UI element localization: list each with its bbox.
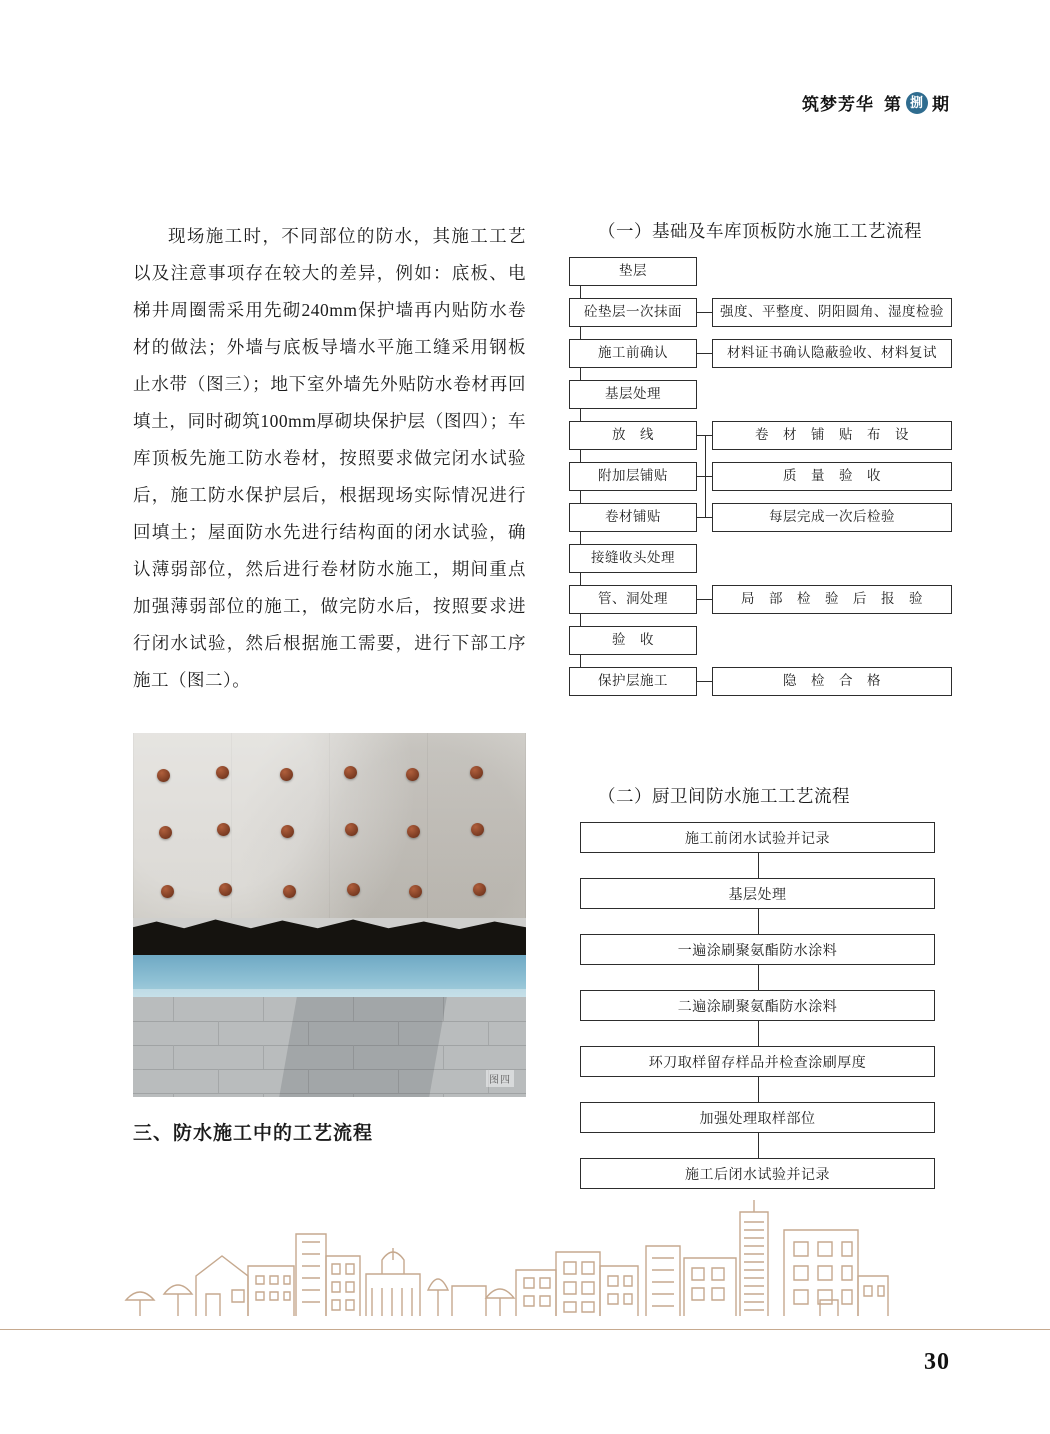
section-title: 三、防水施工中的工艺流程 (133, 1123, 374, 1144)
flow1-branch (697, 599, 712, 600)
photo-bolt (217, 823, 230, 836)
flow1-connector (580, 286, 581, 298)
flow1-side-node: 材料证书确认隐蔽验收、材料复试 (712, 339, 952, 368)
page-header (802, 90, 950, 115)
photo-caption: 图四 (486, 1070, 514, 1087)
flow1-connector (580, 532, 581, 544)
flow2-heading: （二）厨卫间防水施工工艺流程 (598, 786, 850, 806)
flow1-branch-spine (705, 435, 706, 517)
flow2-node: 基层处理 (580, 878, 935, 909)
photo-shadow (279, 997, 447, 1097)
flow1-node: 施工前确认 (569, 339, 697, 368)
photo-bolt (219, 883, 232, 896)
photo-bolt (281, 825, 294, 838)
flow1-branch (697, 353, 712, 354)
flow1-side-node: 卷 材 铺 贴 布 设 (712, 421, 952, 450)
magazine-title: 筑梦芳华 (802, 95, 874, 114)
flow1-node: 砼垫层一次抹面 (569, 298, 697, 327)
article-paragraph: 现场施工时，不同部位的防水，其施工工艺以及注意事项存在较大的差异，例如：底板、电梯井周圈需采用先砌240mm保护墙再内贴防水卷材的做法；外墙与底板导墙水平施工缝采用钢板止水带（图三）；地下室外墙先外贴防水卷材再回填土，同时砌筑100mm厚砌块保护层（图四）；车库顶板先施工防水卷材，按照要求做完闭水试验后，施工防水保护层后，根据现场实际情况进行回填土；屋面防水先进行结构面的闭水试验，确认薄弱部位，然后进行卷材防水施工，期间重点加强薄弱部位的施工，做完防水后，按照要求进行闭水试验，然后根据施工需要，进行下部工序施工（图二）。 (133, 226, 526, 690)
photo-bolt (280, 768, 293, 781)
flow2-node: 加强处理取样部位 (580, 1102, 935, 1133)
page-number: 30 (924, 1349, 950, 1375)
flow1-connector (580, 573, 581, 585)
photo-bolt (157, 769, 170, 782)
flow1-heading: （一）基础及车库顶板防水施工工艺流程 (598, 221, 922, 241)
flowchart-foundation (560, 257, 955, 727)
photo-bolt (283, 885, 296, 898)
photo-bolt (216, 766, 229, 779)
flow1-side-node: 隐 检 合 格 (712, 667, 952, 696)
footer-divider (0, 1329, 1050, 1330)
flow2-node: 二遍涂刷聚氨酯防水涂料 (580, 990, 935, 1021)
skyline-illustration (0, 1166, 1050, 1326)
flow2-node: 施工前闭水试验并记录 (580, 822, 935, 853)
photo-bolt (347, 883, 360, 896)
flow1-side-node: 质 量 验 收 (712, 462, 952, 491)
left-column (133, 218, 526, 699)
flow1-side-node: 强度、平整度、阴阳圆角、湿度检验 (712, 298, 952, 327)
flowchart-bathroom (560, 822, 955, 1189)
flow1-connector (580, 655, 581, 667)
flow2-node: 施工后闭水试验并记录 (580, 1158, 935, 1189)
photo-bolt (159, 826, 172, 839)
issue-suffix: 期 (932, 95, 950, 114)
photo-bolt (161, 885, 174, 898)
flow1-node: 验 收 (569, 626, 697, 655)
flow1-branch (697, 681, 712, 682)
flow1-connector (580, 450, 581, 462)
photo-bolt (409, 885, 422, 898)
flow1-connector (580, 491, 581, 503)
flow1-branch (697, 312, 712, 313)
photo-bolt-group (133, 733, 526, 918)
flow1-node: 附加层铺贴 (569, 462, 697, 491)
flow1-node: 放 线 (569, 421, 697, 450)
figure-photo (133, 733, 526, 1097)
flow1-connector (580, 327, 581, 339)
flow1-side-node: 每层完成一次后检验 (712, 503, 952, 532)
photo-bolt (407, 825, 420, 838)
flow1-branch (697, 517, 712, 518)
flow1-node: 保护层施工 (569, 667, 697, 696)
flow1-connector (580, 409, 581, 421)
issue-number-badge: 捌 (906, 92, 928, 114)
photo-bolt (471, 823, 484, 836)
flow2-node: 环刀取样留存样品并检查涂刷厚度 (580, 1046, 935, 1077)
photo-bolt (470, 766, 483, 779)
photo-bolt (344, 766, 357, 779)
photo-blue-band (133, 955, 526, 997)
photo-bolt (406, 768, 419, 781)
photo-bolt (473, 883, 486, 896)
issue-prefix: 第 (884, 95, 902, 114)
issue-label (884, 90, 950, 115)
flow1-node: 接缝收头处理 (569, 544, 697, 573)
flow1-node: 基层处理 (569, 380, 697, 409)
flow1-node: 垫层 (569, 257, 697, 286)
flow1-node: 管、洞处理 (569, 585, 697, 614)
right-column (560, 218, 955, 1189)
flow1-side-node: 局 部 检 验 后 报 验 (712, 585, 952, 614)
photo-bolt (345, 823, 358, 836)
flow1-node: 卷材铺贴 (569, 503, 697, 532)
flow1-connector (580, 368, 581, 380)
flow2-node: 一遍涂刷聚氨酯防水涂料 (580, 934, 935, 965)
flow1-connector (580, 614, 581, 626)
